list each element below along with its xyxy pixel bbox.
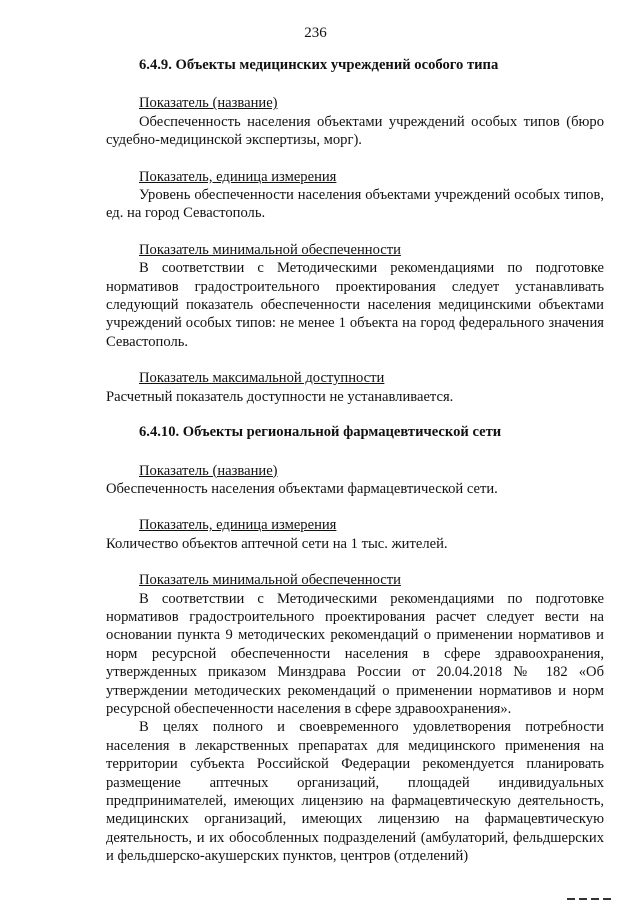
indicator-text: В целях полного и своевременного удовлетворения потребности населения в лекарственных препаратах для медицинского применения на территории субъекта Российской Федерации рекомендуется планировать размещение аптечных организаций, площадей индивидуальных предпринимателей, имеющих лицензию на фармацевтическую деятельность, медицинских организаций, имеющих лицензию на фармацевтическую деятельность, и их обособленных подразделений (амбулаторий, фельдшерских и фельдшерско-акушерских пунктов, центров (отделений) [106, 719, 604, 865]
indicator-text: Уровень обеспеченности населения объектами учреждений особых типов, ед. на город Севастополь. [106, 187, 604, 222]
indicator-label: Показатель, единица измерения [139, 517, 337, 534]
page-number: 236 [304, 25, 327, 41]
indicator-text: В соответствии с Методическими рекомендациями по подготовке нормативов градостроительного проектирования расчет следует вести на основании пункта 9 методических рекомендаций о применении нормативов и норм ресурсной обеспеченности населения в сфере здравоохранения, утвержденных приказом Минздрава России от 20.04.2018 № 182 «Об утверждении методических рекомендаций о применении нормативов и норм ресурсной обеспеченности населения в сфере здравоохранения». [106, 590, 604, 717]
section-heading: 6.4.10. Объекты региональной фармацевтической сети [139, 424, 502, 441]
section-heading: 6.4.9. Объекты медицинских учреждений особого типа [139, 57, 499, 73]
indicator-label: Показатель, единица измерения [139, 168, 337, 185]
indicator-label: Показатель (название) [139, 95, 278, 112]
indicator-label: Показатель (название) [139, 462, 278, 479]
indicator-text: В соответствии с Методическими рекомендациями по подготовке нормативов градостроительного проектирования следует устанавливать следующий показатель обеспеченности населения медицинскими объектами учреждений особых типов: не менее 1 объекта на город федерального значения Севастополь. [106, 260, 604, 350]
indicator-text: Количество объектов аптечной сети на 1 тыс. жителей. [106, 535, 448, 552]
indicator-label: Показатель максимальной доступности [139, 370, 385, 387]
indicator-text: Обеспеченность населения объектами фармацевтической сети. [106, 480, 498, 497]
indicator-label: Показатель минимальной обеспеченности [139, 241, 401, 258]
scan-mark [567, 898, 611, 900]
document-body [106, 56, 604, 866]
indicator-text: Обеспеченность населения объектами учреждений особых типов (бюро судебно-медицинской экспертизы, морг). [106, 113, 604, 149]
indicator-text: Расчетный показатель доступности не устанавливается. [106, 388, 454, 405]
indicator-label: Показатель минимальной обеспеченности [139, 572, 401, 589]
